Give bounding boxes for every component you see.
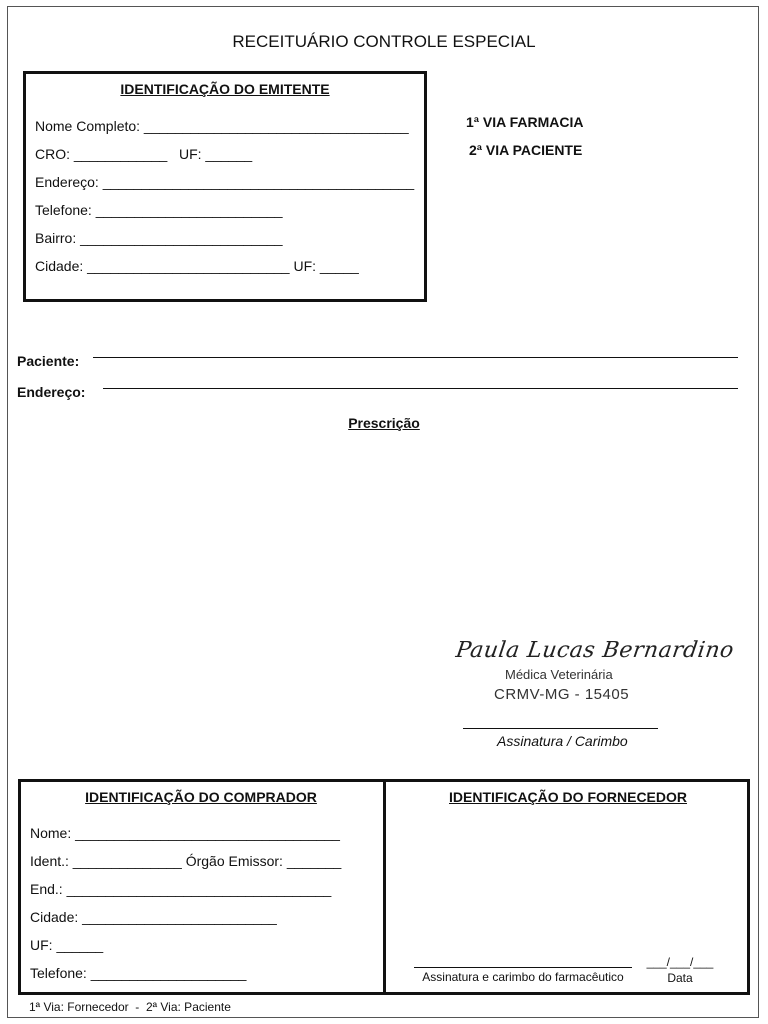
comprador-nome-field: Nome: __________________________________	[30, 825, 340, 841]
fornecedor-heading: IDENTIFICAÇÃO DO FORNECEDOR	[449, 789, 687, 805]
signature-line	[463, 728, 658, 729]
signature-name: Paula Lucas Bernardino	[454, 638, 736, 663]
emitente-cro-field: CRO: ____________ UF: ______	[35, 146, 253, 162]
comprador-end-field: End.: __________________________________	[30, 881, 332, 897]
fornecedor-signature-label: Assinatura e carimbo do farmacêutico	[422, 970, 624, 984]
comprador-telefone-field: Telefone: ____________________	[30, 965, 247, 981]
emitente-bairro-field: Bairro: __________________________	[35, 230, 283, 246]
emitente-heading: IDENTIFICAÇÃO DO EMITENTE	[120, 81, 330, 97]
emitente-cidade-field: Cidade: __________________________ UF: _____	[35, 258, 359, 274]
signature-crmv: CRMV-MG - 15405	[494, 686, 630, 703]
endereco-line	[103, 388, 738, 389]
emitente-endereco-field: Endereço: ________________________________________	[35, 174, 415, 190]
via-paciente: 2ª VIA PACIENTE	[469, 142, 583, 158]
signature-profession: Médica Veterinária	[505, 667, 613, 682]
endereco-label: Endereço:	[17, 384, 86, 400]
via-farmacia: 1ª VIA FARMACIA	[466, 114, 584, 130]
fornecedor-date-label: Data	[667, 971, 693, 985]
signature-line-label: Assinatura / Carimbo	[497, 733, 628, 749]
fornecedor-signature-line	[414, 967, 632, 968]
footer-vias: 1ª Via: Fornecedor - 2ª Via: Paciente	[29, 1000, 231, 1014]
paciente-line	[93, 357, 738, 358]
prescricao-heading: Prescrição	[348, 415, 420, 431]
comprador-ident-field: Ident.: ______________ Órgão Emissor: _______	[30, 853, 342, 869]
comprador-cidade-field: Cidade: _________________________	[30, 909, 277, 925]
comprador-uf-field: UF: ______	[30, 937, 104, 953]
paciente-label: Paciente:	[17, 353, 80, 369]
emitente-telefone-field: Telefone: ________________________	[35, 202, 283, 218]
bottom-box-divider	[383, 779, 386, 995]
document-title: RECEITUÁRIO CONTROLE ESPECIAL	[232, 32, 536, 51]
fornecedor-date-blank: ___/___/___	[646, 955, 714, 969]
emitente-nome-field: Nome Completo: __________________________________	[35, 118, 409, 134]
comprador-heading: IDENTIFICAÇÃO DO COMPRADOR	[85, 789, 317, 805]
